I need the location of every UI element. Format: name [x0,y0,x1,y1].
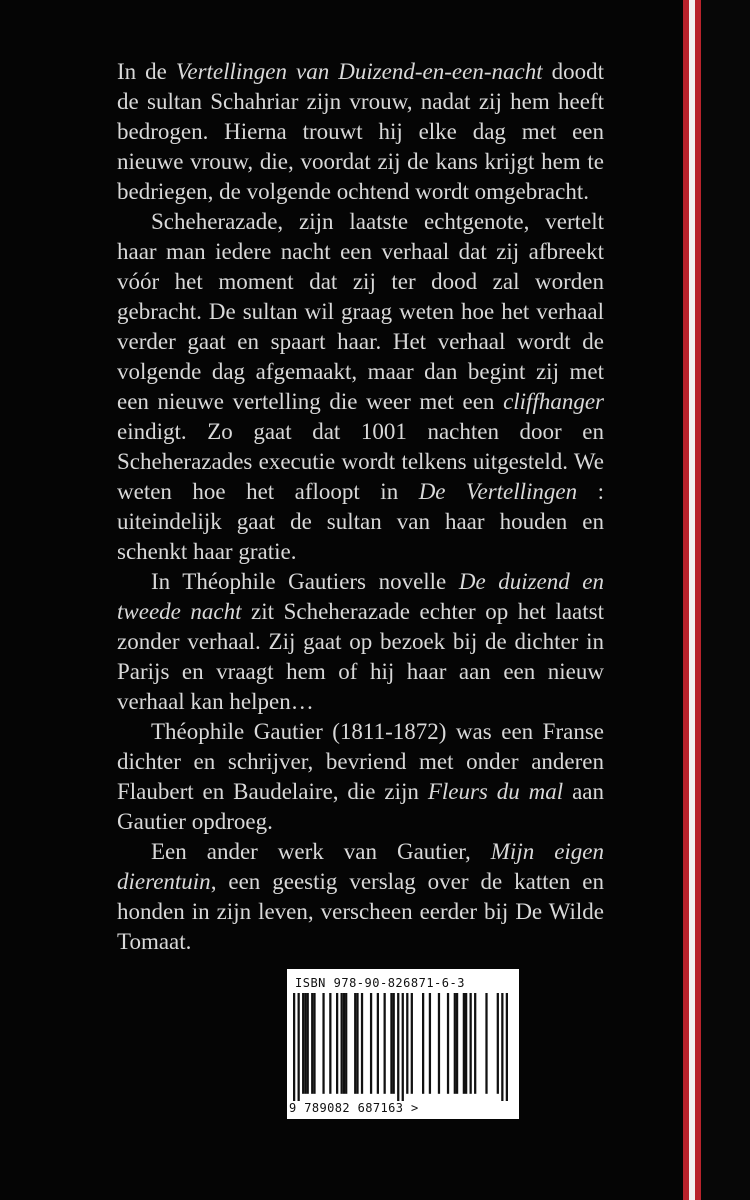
barcode-bar [390,993,392,1094]
barcode-bar [397,993,399,1101]
barcode-bar [361,993,363,1094]
ean-digits: 9 789082 687163 > [289,1101,419,1115]
barcode-bar [485,993,487,1094]
barcode-bar [322,993,324,1094]
isbn-label: ISBN 978-90-826871-6-3 [295,976,465,990]
barcode-bar [302,993,304,1094]
blurb-paragraph-5: Een ander werk van Gautier, Mijn eigen dierentuin, een geestig verslag over de katten en honden in zijn leven, verscheen eerder bij De Wilde Tomaat. [117,839,604,954]
barcode-bar [447,993,449,1094]
blurb-paragraph-2: Scheherazade, zijn laatste echtgenote, vertelt haar man iedere nacht een verhaal dat zij afbreekt vóór het moment dat zij ter dood zal worden gebracht. De sultan wil graag weten hoe het verhaal verder gaat en spaart haar. Het verhaal wordt de volgende dag afgemaakt, maar dan begint zij met een nieuwe vertelling die weer met een cliffhanger eindigt. Zo gaat dat 1001 nachten door en Scheherazades executie wordt telkens uitgesteld. We weten hoe het afloopt in De Vertellingen : uiteindelijk gaat de sultan van haar houden en schenkt haar gratie. [117,209,604,564]
barcode-bar [329,993,331,1094]
barcode-bar [384,993,386,1094]
barcode-bar [336,993,338,1094]
barcode-bar [406,993,408,1094]
barcode-bar [465,993,467,1094]
barcode-bar [370,993,372,1094]
spine-edge [701,0,750,1200]
barcode-bar [345,993,347,1094]
barcode-bars [293,993,508,1101]
barcode-bar [311,993,313,1094]
barcode-bar [307,993,309,1094]
barcode-bar [402,993,404,1101]
barcode-bar [356,993,358,1094]
barcode-bar [304,993,306,1094]
barcode-bar [293,993,295,1101]
blurb-paragraph-1: In de Vertellingen van Duizend-en-een-nacht doodt de sultan Schahriar zijn vrouw, nadat zij hem heeft bedrogen. Hierna trouwt hij elke dag met een nieuwe vrouw, die, voordat zij de kans krijgt hem te bedriegen, de volgende ochtend wordt omgebracht. [117,59,604,204]
barcode-bar [463,993,465,1094]
barcode-bar [501,993,503,1101]
barcode-bar [422,993,424,1094]
barcode-bar [377,993,379,1094]
barcode-bar [313,993,315,1094]
barcode-bar [411,993,413,1094]
barcode-bar [354,993,356,1094]
barcode-bar [456,993,458,1094]
barcode-bar [298,993,300,1101]
barcode-bar [474,993,476,1094]
barcode-bar [438,993,440,1094]
barcode-bar [506,993,508,1101]
barcode-bar [393,993,395,1094]
blurb-paragraph-3: In Théophile Gautiers novelle De duizend en tweede nacht zit Scheherazade echter op het laatst zonder verhaal. Zij gaat op bezoek bij de dichter in Parijs en vraagt hem of hij haar aan een nieuw verhaal kan helpen… [117,569,605,714]
barcode-bar [429,993,431,1094]
barcode-bar [497,993,499,1094]
barcode-bar [341,993,343,1094]
barcode-bar [470,993,472,1094]
blurb-paragraph-4: Théophile Gautier (1811-1872) was een Franse dichter en schrijver, bevriend met onder anderen Flaubert en Baudelaire, die zijn Fleurs du mal aan Gautier opdroeg. [117,719,604,834]
barcode-bar [454,993,456,1094]
cover-blurb [117,57,604,957]
barcode-bar [343,993,345,1094]
isbn-barcode [287,969,519,1119]
